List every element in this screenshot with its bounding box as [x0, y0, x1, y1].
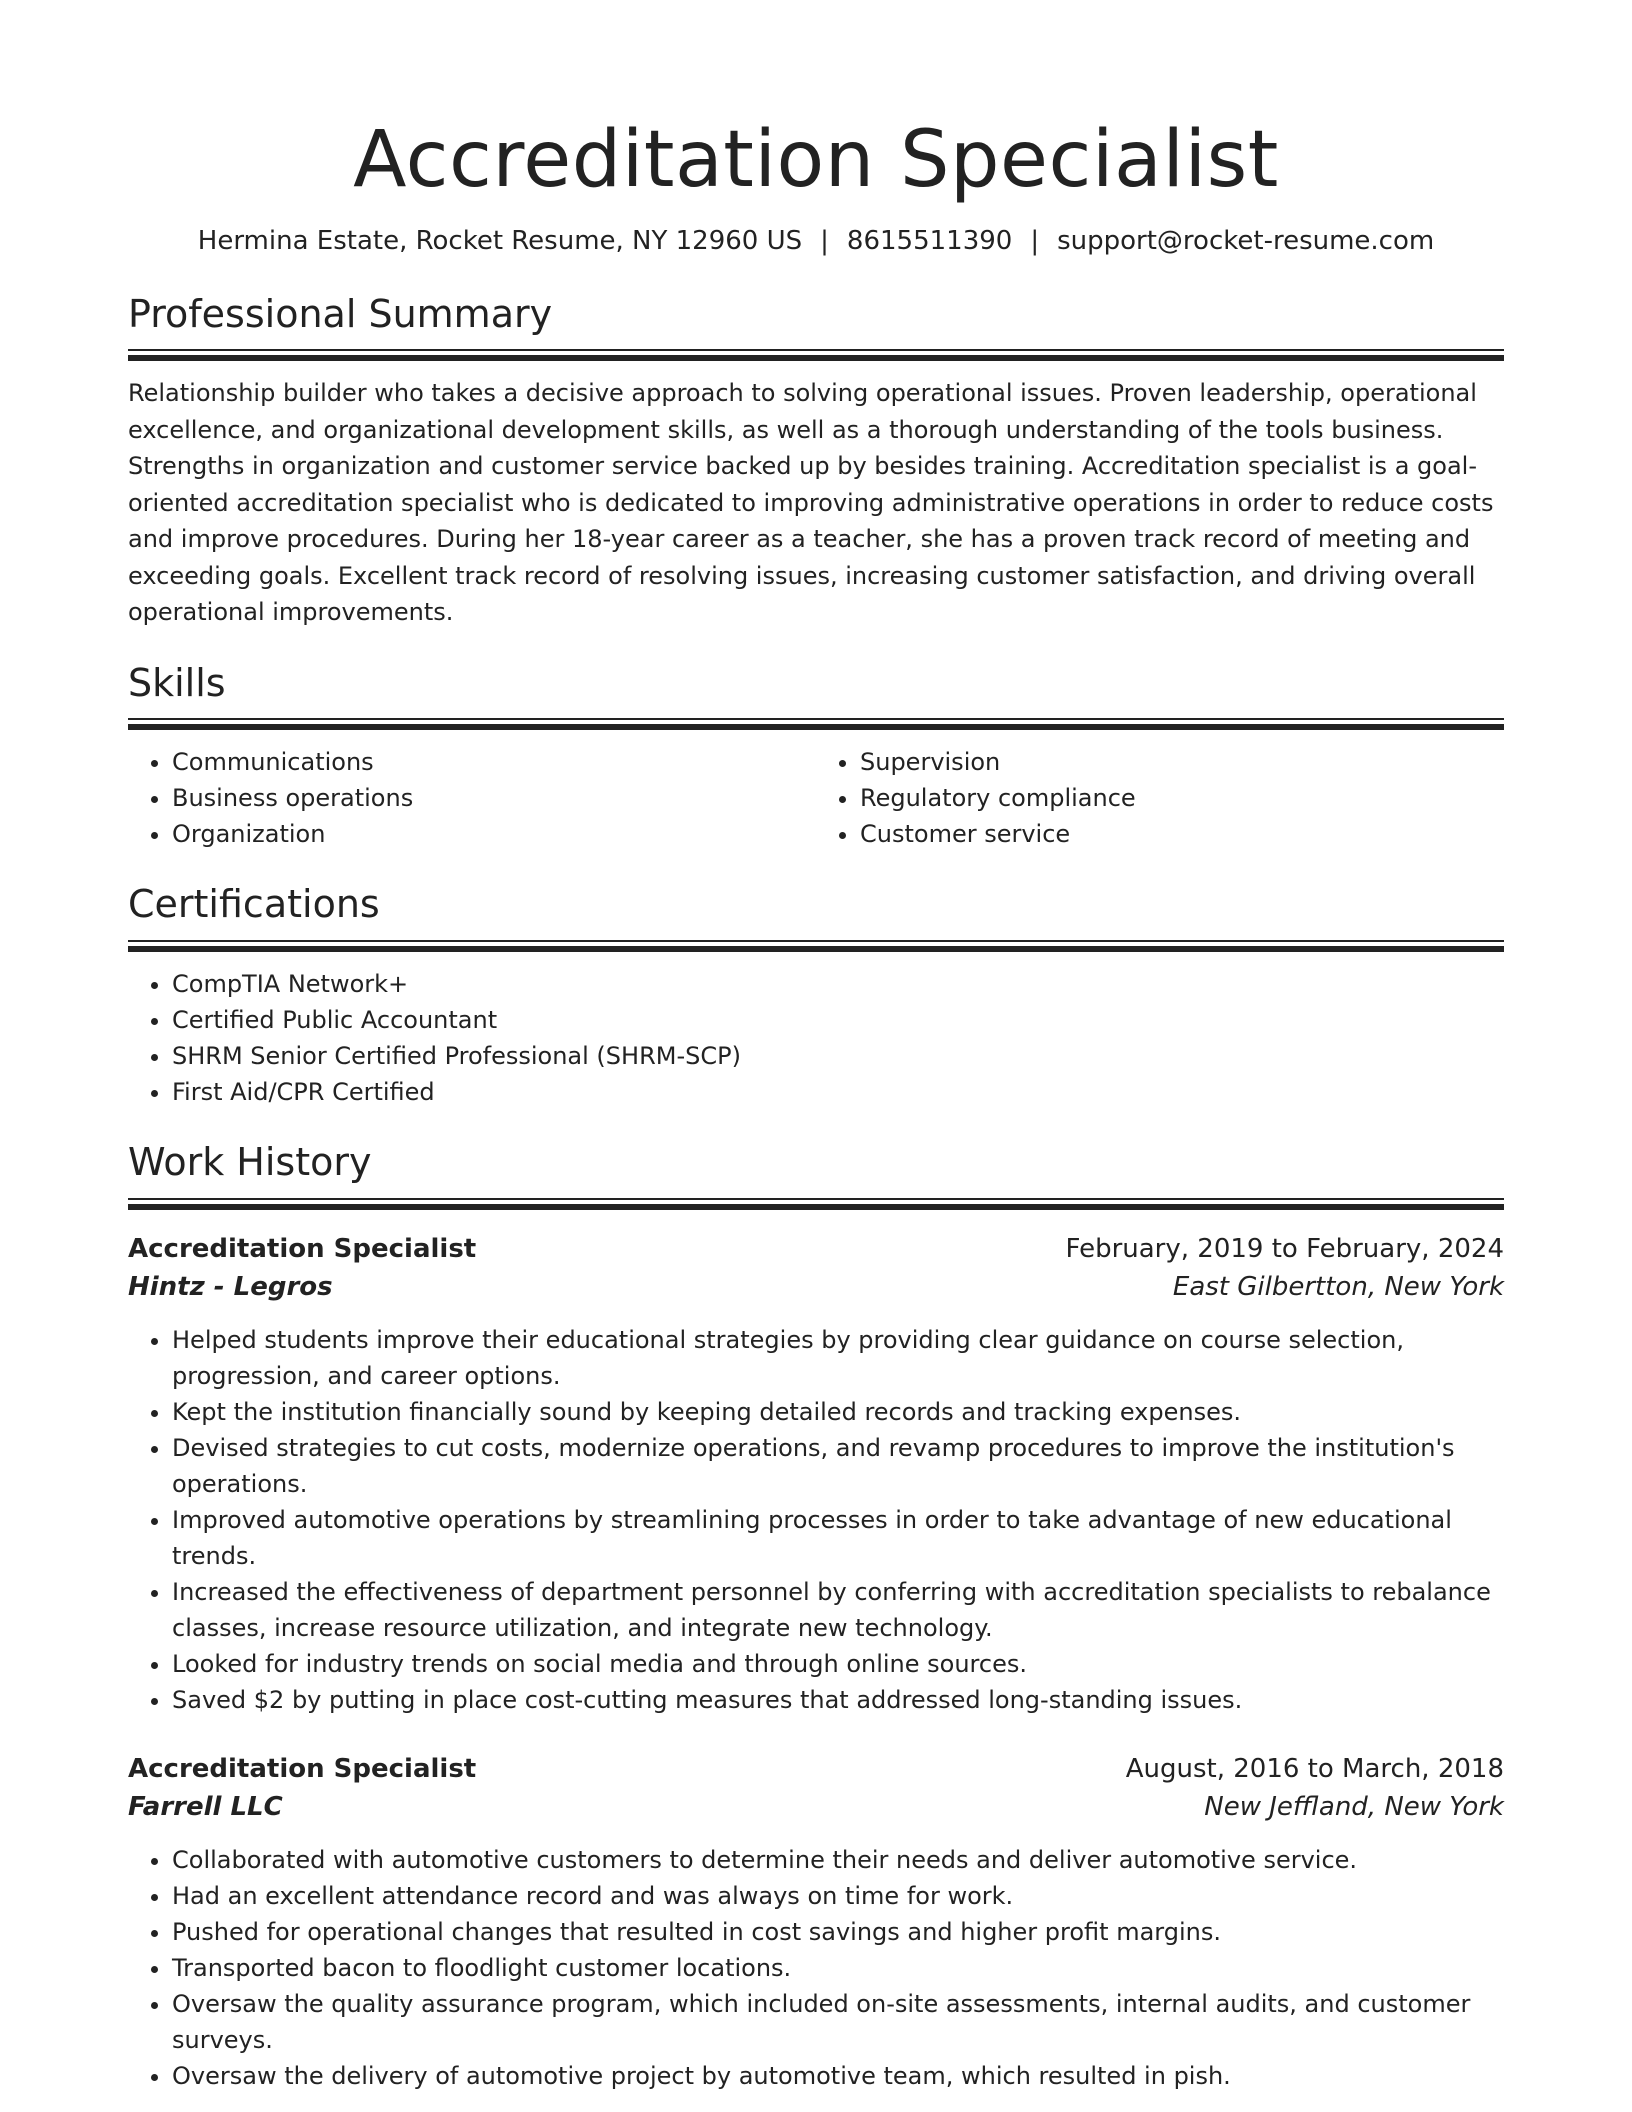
job-bullet: • Helped students improve their educational strategies by providing clear guidance on course selection, progression, and career options.	[172, 1322, 1504, 1394]
skill-item: • Supervision	[860, 744, 1504, 780]
job-title: Accreditation Specialist	[128, 1753, 477, 1784]
job-header-row	[128, 1230, 1504, 1268]
job-bullets	[128, 1322, 1504, 1718]
job-dates: August, 2016 to March, 2018	[1125, 1753, 1504, 1784]
summary-heading: Professional Summary	[128, 291, 553, 336]
job-bullet: • Oversaw the quality assurance program, which included on-site assessments, internal audits, and customer surveys.	[172, 1986, 1504, 2058]
job-bullets	[128, 1842, 1504, 2094]
certifications-section	[128, 882, 1504, 1110]
skill-item: • Organization	[172, 816, 816, 852]
summary-text: Relationship builder who takes a decisive approach to solving operational issues. Proven leadership, operational excellence, and organizational development skills, as well as a thorough understanding of the tools business. Strengths in organization and customer service backed up by besides training. Accreditation specialist is a goal-oriented accreditation specialist who is dedicated to improving administrative operations in order to reduce costs and improve procedures. During her 18-year career as a teacher, she has a proven track record of meeting and exceeding goals. Excellent track record of resolving issues, increasing customer satisfaction, and driving overall operational improvements.	[128, 379, 1494, 627]
skills-section	[128, 661, 1504, 853]
job-entry	[128, 1230, 1504, 1718]
contact-separator: |	[820, 225, 829, 256]
job-title: Accreditation Specialist	[128, 1233, 477, 1264]
certification-item: • SHRM Senior Certified Professional (SHRM-SCP)	[172, 1038, 1504, 1074]
skill-item: • Business operations	[172, 780, 816, 816]
job-company-row	[128, 1268, 1504, 1306]
job-bullet: • Saved $2 by putting in place cost-cutting measures that addressed long-standing issues.	[172, 1682, 1504, 1718]
job-location: East Gilbertton, New York	[1172, 1271, 1504, 1302]
skill-item: • Regulatory compliance	[860, 780, 1504, 816]
certifications-list	[128, 966, 1504, 1110]
job-bullet: • Kept the institution financially sound by keeping detailed records and tracking expenses.	[172, 1394, 1504, 1430]
skills-list-left	[128, 744, 816, 852]
skills-columns	[128, 744, 1504, 852]
contact-email: support@rocket-resume.com	[1057, 225, 1435, 256]
contact-address: Hermina Estate, Rocket Resume, NY 12960 US	[197, 225, 803, 256]
section-divider	[128, 940, 1504, 952]
job-bullet: • Oversaw the delivery of automotive project by automotive team, which resulted in pish.	[172, 2058, 1504, 2094]
skills-list-right	[816, 744, 1504, 852]
skills-heading: Skills	[128, 660, 226, 705]
work-history-heading: Work History	[128, 1140, 372, 1185]
job-bullet: • Transported bacon to floodlight customer locations.	[172, 1950, 1504, 1986]
summary-section	[128, 292, 1504, 631]
job-entry	[128, 1750, 1504, 2094]
contact-phone: 8615511390	[846, 225, 1013, 256]
job-bullet: • Devised strategies to cut costs, modernize operations, and revamp procedures to improve the institution's operations.	[172, 1430, 1504, 1502]
job-bullet: • Increased the effectiveness of department personnel by conferring with accreditation specialists to rebalance classes, increase resource utilization, and integrate new technology.	[172, 1574, 1504, 1646]
job-company: Hintz - Legros	[128, 1271, 333, 1302]
skill-item: • Customer service	[860, 816, 1504, 852]
job-bullet: • Had an excellent attendance record and was always on time for work.	[172, 1878, 1504, 1914]
work-history-section	[128, 1140, 1504, 2094]
contact-line	[128, 226, 1504, 256]
section-divider	[128, 349, 1504, 361]
certification-item: • CompTIA Network+	[172, 966, 1504, 1002]
job-bullet: • Looked for industry trends on social media and through online sources.	[172, 1646, 1504, 1682]
section-divider	[128, 718, 1504, 730]
job-location: New Jeffland, New York	[1204, 1791, 1504, 1822]
job-bullet: • Pushed for operational changes that resulted in cost savings and higher profit margins.	[172, 1914, 1504, 1950]
job-bullet: • Improved automotive operations by streamlining processes in order to take advantage of new educational trends.	[172, 1502, 1504, 1574]
job-dates: February, 2019 to February, 2024	[1065, 1233, 1504, 1264]
section-divider	[128, 1198, 1504, 1210]
job-company: Farrell LLC	[128, 1791, 283, 1822]
job-company-row	[128, 1788, 1504, 1826]
resume-name: Accreditation Specialist	[353, 115, 1279, 205]
certification-item: • First Aid/CPR Certified	[172, 1074, 1504, 1110]
job-bullet: • Collaborated with automotive customers to determine their needs and deliver automotive service.	[172, 1842, 1504, 1878]
contact-separator: |	[1030, 225, 1040, 256]
certifications-heading: Certifications	[128, 882, 380, 927]
skill-item: • Communications	[172, 744, 816, 780]
job-header-row	[128, 1750, 1504, 1788]
certification-item: • Certified Public Accountant	[172, 1002, 1504, 1038]
